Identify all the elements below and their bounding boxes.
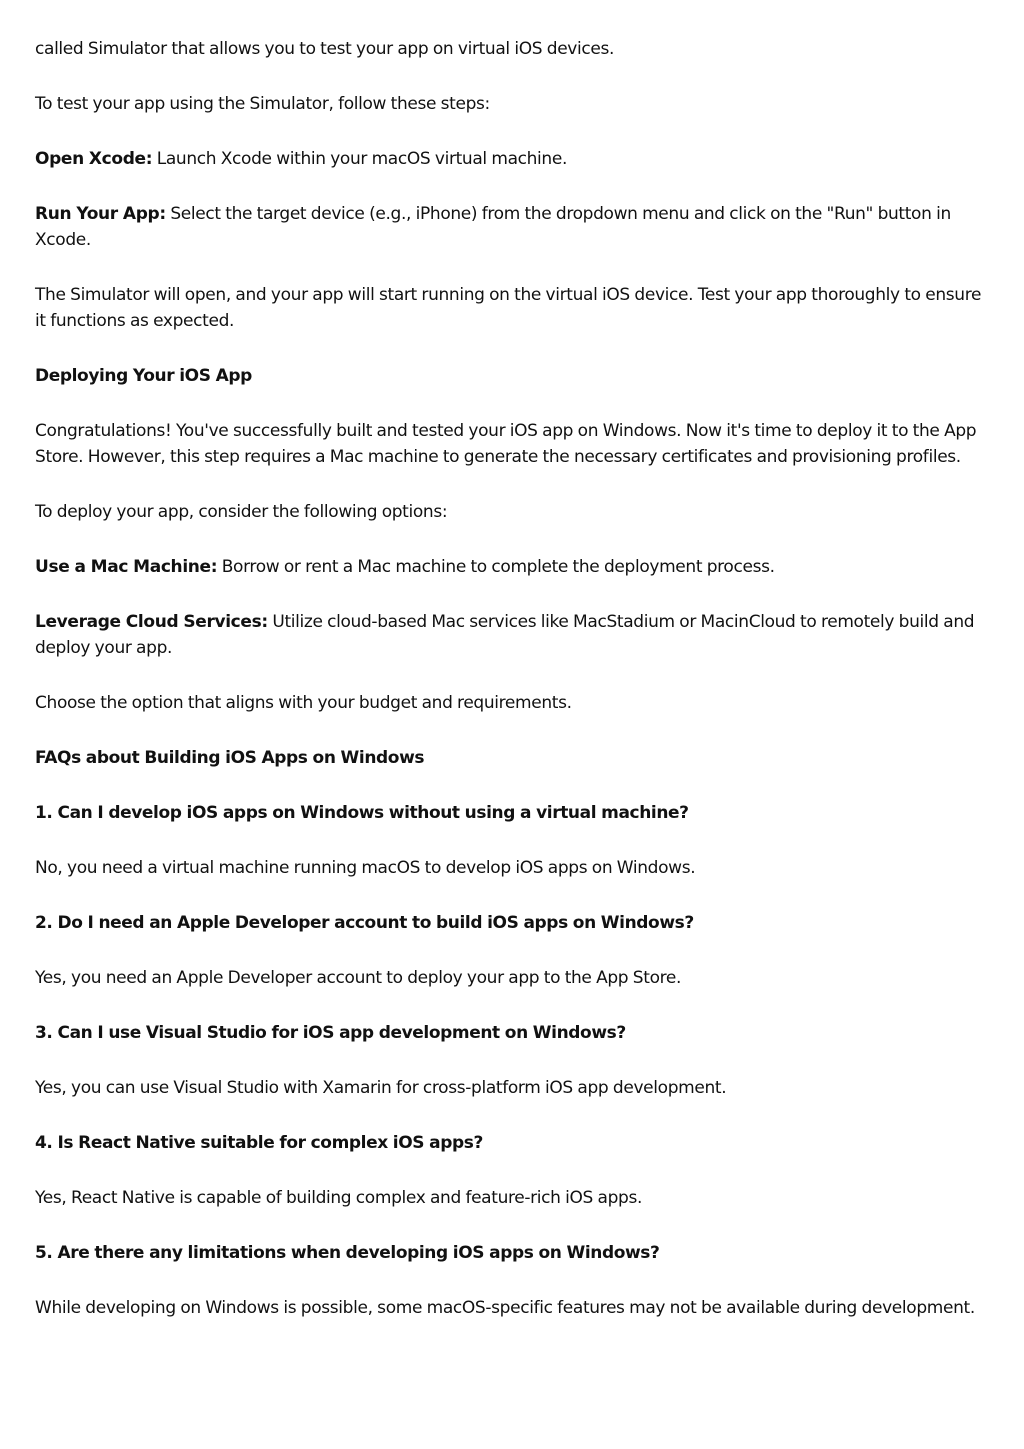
option-label: Use a Mac Machine: bbox=[35, 557, 218, 577]
option-label: Leverage Cloud Services: bbox=[35, 612, 268, 632]
step-label: Open Xcode: bbox=[35, 149, 153, 169]
paragraph: Choose the option that aligns with your budget and requirements. bbox=[35, 693, 572, 713]
faq-question: 4. Is React Native suitable for complex iOS apps? bbox=[35, 1133, 483, 1153]
section-heading-deploying: Deploying Your iOS App bbox=[35, 366, 252, 386]
faq-question: 2. Do I need an Apple Developer account to build iOS apps on Windows? bbox=[35, 913, 694, 933]
step-run-your-app bbox=[35, 201, 995, 253]
step-open-xcode bbox=[35, 146, 995, 172]
faq-answer: While developing on Windows is possible, some macOS-specific features may not be available during development. bbox=[35, 1298, 975, 1318]
faq-answer: No, you need a virtual machine running macOS to develop iOS apps on Windows. bbox=[35, 858, 696, 878]
step-text: Select the target device (e.g., iPhone) from the dropdown menu and click on the "Run" button in Xcode. bbox=[35, 204, 951, 250]
faq-question: 1. Can I develop iOS apps on Windows without using a virtual machine? bbox=[35, 803, 689, 823]
step-label: Run Your App: bbox=[35, 204, 166, 224]
option-cloud-services bbox=[35, 609, 995, 661]
faq-answer: Yes, you need an Apple Developer account to deploy your app to the App Store. bbox=[35, 968, 682, 988]
paragraph: called Simulator that allows you to test your app on virtual iOS devices. bbox=[35, 39, 615, 59]
paragraph: Congratulations! You've successfully built and tested your iOS app on Windows. Now it's time to deploy it to the App Store. However, this step requires a Mac machine to generate the necessary certificates and provisioning profiles. bbox=[35, 421, 977, 467]
document-page bbox=[35, 36, 995, 1350]
paragraph: To test your app using the Simulator, follow these steps: bbox=[35, 94, 490, 114]
step-text: Launch Xcode within your macOS virtual machine. bbox=[152, 149, 568, 169]
faq-answer: Yes, you can use Visual Studio with Xamarin for cross-platform iOS app development. bbox=[35, 1078, 727, 1098]
paragraph: To deploy your app, consider the following options: bbox=[35, 502, 448, 522]
option-use-mac-machine bbox=[35, 554, 995, 580]
faq-question: 3. Can I use Visual Studio for iOS app development on Windows? bbox=[35, 1023, 626, 1043]
section-heading-faqs: FAQs about Building iOS Apps on Windows bbox=[35, 748, 425, 768]
faq-answer: Yes, React Native is capable of building complex and feature-rich iOS apps. bbox=[35, 1188, 643, 1208]
option-text: Borrow or rent a Mac machine to complete the deployment process. bbox=[217, 557, 775, 577]
faq-question: 5. Are there any limitations when developing iOS apps on Windows? bbox=[35, 1243, 660, 1263]
option-text: Utilize cloud-based Mac services like MacStadium or MacinCloud to remotely build and deploy your app. bbox=[35, 612, 975, 658]
paragraph: The Simulator will open, and your app will start running on the virtual iOS device. Test your app thoroughly to ensure it functions as expected. bbox=[35, 285, 982, 331]
